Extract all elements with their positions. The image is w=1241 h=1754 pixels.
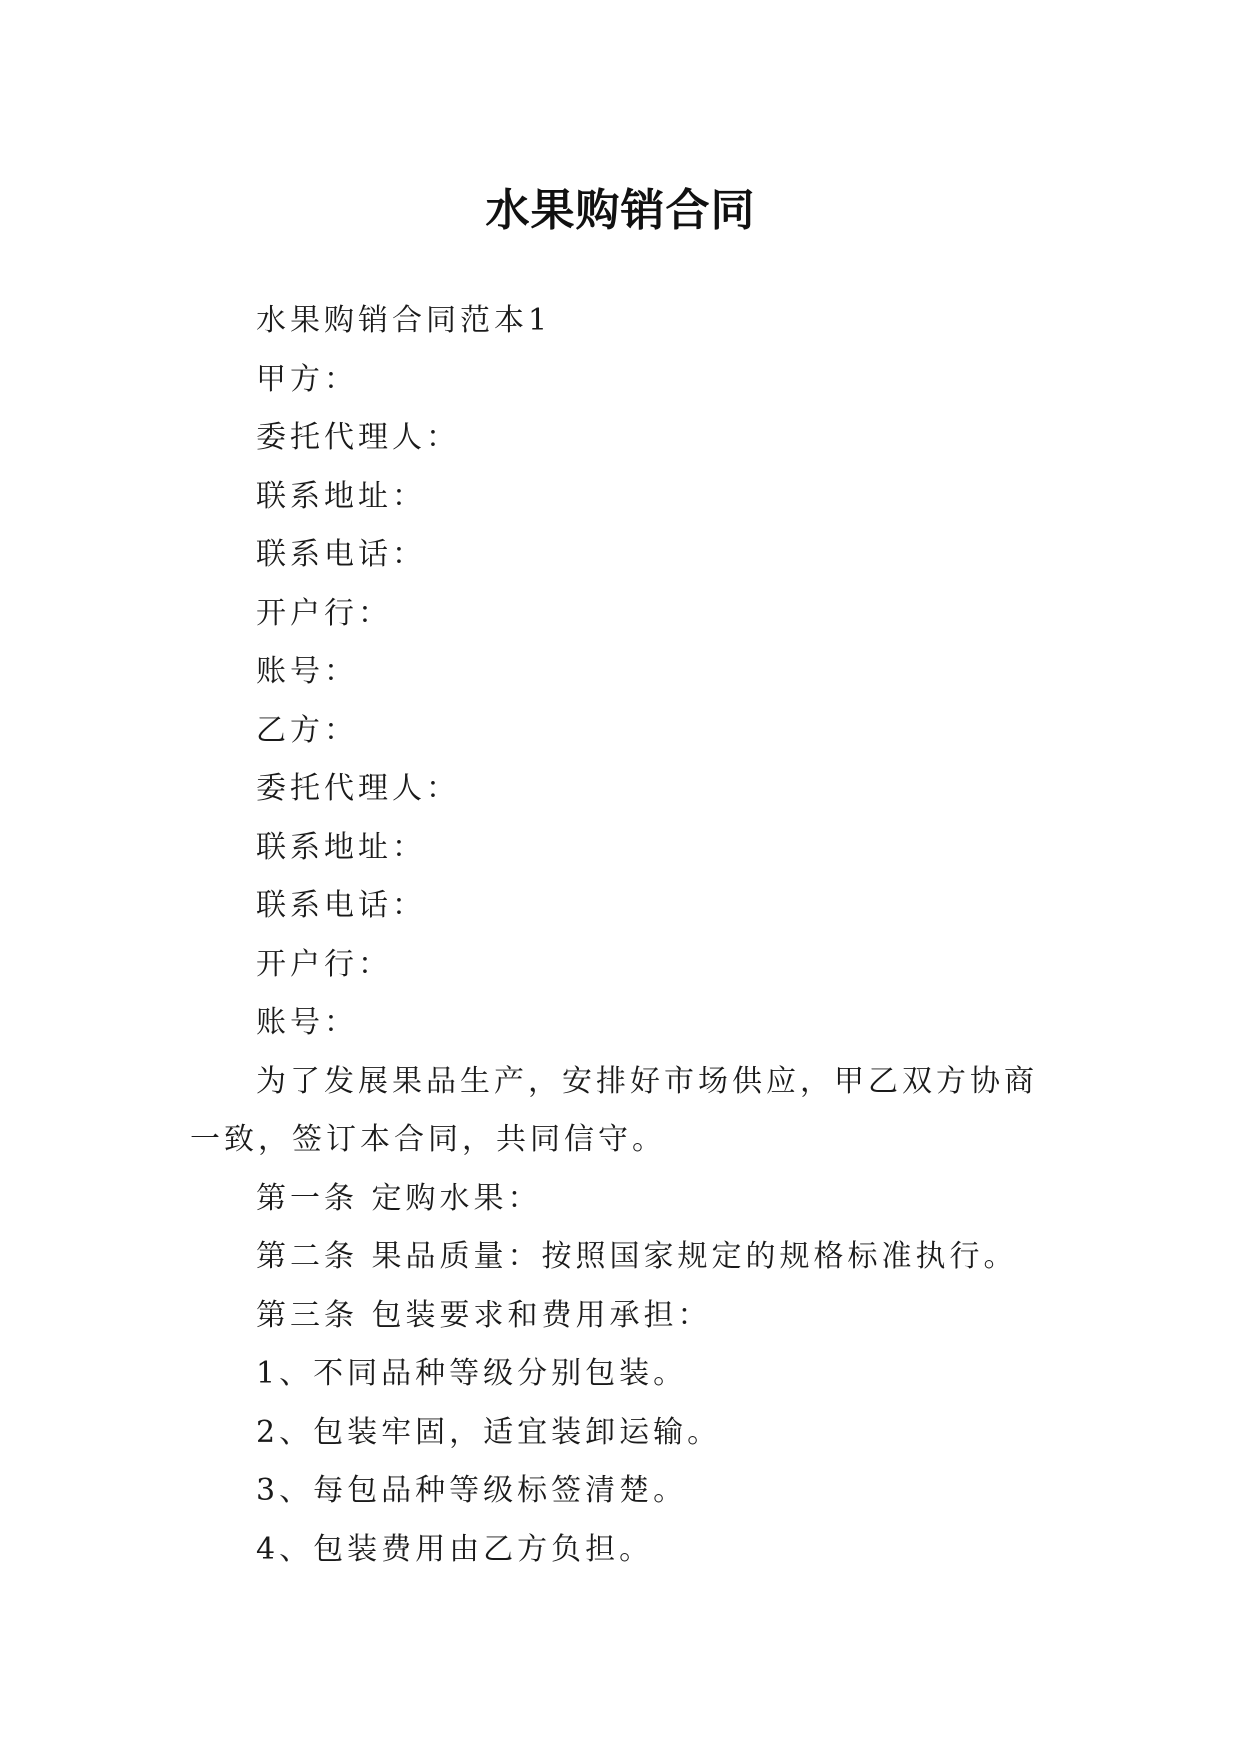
party-a-label: 甲方：	[256, 361, 358, 397]
party-b-account-label: 账号：	[256, 1005, 358, 1040]
article-1: 第一条 定购水果：	[256, 1180, 542, 1216]
article-3-item-2: 2、包装牢固，适宜装卸运输。	[256, 1414, 722, 1450]
paragraph-template-heading: 水果购销合同范本1	[256, 303, 552, 338]
preamble-paragraph: 为了发展果品生产，安排好市场供应，甲乙双方协商一致，签订本合同，共同信守。	[190, 1063, 1038, 1157]
party-b-label: 乙方：	[256, 712, 358, 748]
party-b-bank-label: 开户行：	[256, 946, 392, 982]
party-a-bank-label: 开户行：	[256, 595, 392, 631]
party-b-phone-label: 联系电话：	[256, 888, 426, 923]
article-3: 第三条 包装要求和费用承担：	[256, 1297, 712, 1333]
party-b-agent-label: 委托代理人：	[256, 771, 460, 806]
party-a-agent-label: 委托代理人：	[256, 420, 460, 455]
document-body	[190, 292, 1070, 1579]
article-3-item-3: 3、每包品种等级标签清楚。	[256, 1473, 688, 1508]
article-3-item-4: 4、包装费用由乙方负担。	[256, 1531, 654, 1567]
party-b-address-label: 联系地址：	[256, 829, 426, 865]
party-a-address-label: 联系地址：	[256, 478, 426, 514]
document-title: 水果购销合同	[485, 185, 756, 237]
article-2: 第二条 果品质量：按照国家规定的规格标准执行。	[256, 1239, 1018, 1274]
article-3-item-1: 1、不同品种等级分别包装。	[256, 1356, 688, 1391]
party-a-phone-label: 联系电话：	[256, 537, 426, 572]
party-a-account-label: 账号：	[256, 654, 358, 689]
